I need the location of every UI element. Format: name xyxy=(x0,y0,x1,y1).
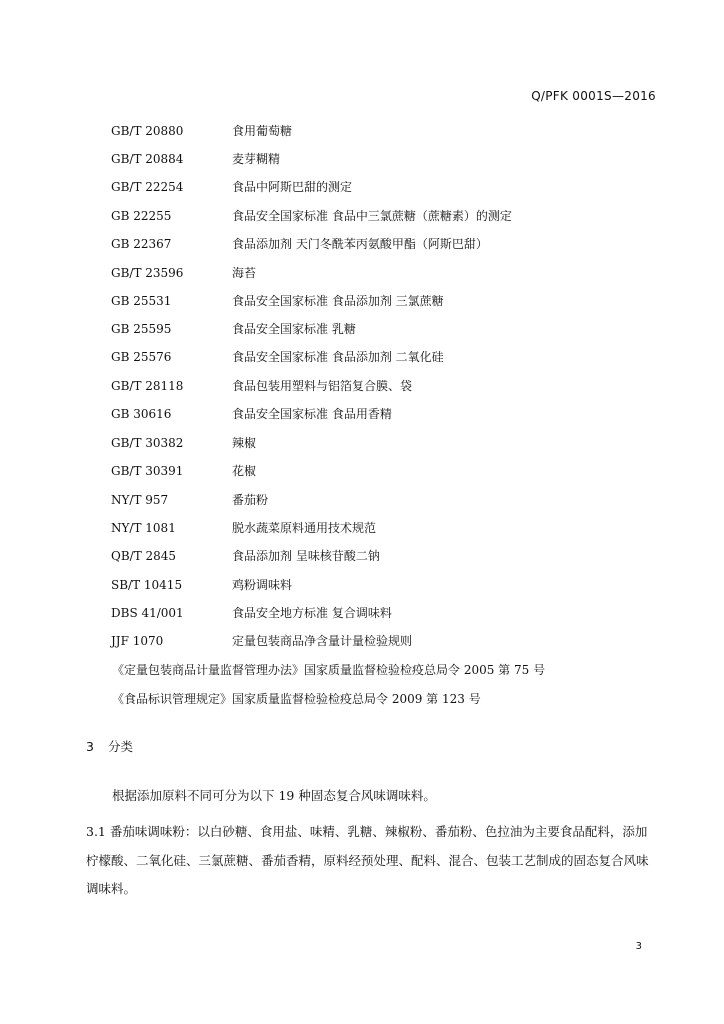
reference-code: GB 22255 xyxy=(111,209,172,223)
reference-title: 食用葡萄糖 xyxy=(232,124,293,138)
reference-row xyxy=(0,631,724,651)
reference-row xyxy=(0,347,724,367)
section-title: 分类 xyxy=(108,739,134,754)
reference-title: 食品包装用塑料与铝箔复合膜、袋 xyxy=(232,379,413,393)
reference-title: 食品安全国家标准 食品用香精 xyxy=(232,407,392,421)
reference-row xyxy=(0,376,724,396)
reference-code: GB/T 30382 xyxy=(111,436,184,450)
reference-row xyxy=(0,234,724,254)
reference-row xyxy=(0,291,724,311)
reference-title: 花椒 xyxy=(232,464,257,478)
reference-title: 食品安全国家标准 食品中三氯蔗糖（蔗糖素）的测定 xyxy=(232,209,512,223)
page-number: 3 xyxy=(635,941,642,952)
reference-row xyxy=(0,206,724,226)
reference-row xyxy=(0,546,724,566)
section-heading xyxy=(86,737,133,755)
reference-row xyxy=(0,404,724,424)
reference-title: 定量包装商品净含量计量检验规则 xyxy=(232,634,413,648)
reference-code: GB/T 28118 xyxy=(111,379,184,393)
reference-title: 麦芽糊精 xyxy=(232,152,281,166)
reference-row xyxy=(0,518,724,538)
reference-code: GB/T 30391 xyxy=(111,464,184,478)
regulation-note: 《食品标识管理规定》国家质量监督检验检疫总局令 2009 第 123 号 xyxy=(112,692,481,706)
reference-title: 鸡粉调味料 xyxy=(232,578,293,592)
reference-row xyxy=(0,319,724,339)
reference-code: NY/T 957 xyxy=(111,493,169,507)
reference-title: 食品添加剂 呈味核苷酸二钠 xyxy=(232,549,380,563)
reference-row xyxy=(0,433,724,453)
reference-code: GB/T 20884 xyxy=(111,152,184,166)
reference-row xyxy=(0,461,724,481)
reference-row xyxy=(0,149,724,169)
regulation-note: 《定量包装商品计量监督管理办法》国家质量监督检验检疫总局令 2005 第 75 号 xyxy=(112,663,546,677)
reference-code: QB/T 2845 xyxy=(111,549,177,563)
reference-code: JJF 1070 xyxy=(111,634,164,648)
reference-code: GB/T 23596 xyxy=(111,266,184,280)
reference-title: 食品安全国家标准 食品添加剂 二氧化硅 xyxy=(232,350,444,364)
reference-title: 辣椒 xyxy=(232,436,257,450)
reference-code: GB 25576 xyxy=(111,350,172,364)
reference-title: 食品安全国家标准 食品添加剂 三氯蔗糖 xyxy=(232,294,444,308)
reference-code: GB 25531 xyxy=(111,294,172,308)
section-number: 3 xyxy=(86,739,94,754)
reference-row xyxy=(0,575,724,595)
reference-row xyxy=(0,490,724,510)
reference-row xyxy=(0,121,724,141)
reference-title: 食品中阿斯巴甜的测定 xyxy=(232,180,353,194)
reference-title: 海苔 xyxy=(232,266,257,280)
reference-row xyxy=(0,603,724,623)
clause-line: 柠檬酸、二氧化硅、三氯蔗糖、番茄香精，原料经预处理、配料、混合、包装工艺制成的固态复合风味 xyxy=(86,853,649,868)
reference-code: GB/T 22254 xyxy=(111,180,184,194)
reference-title: 番茄粉 xyxy=(232,493,269,507)
section-intro-paragraph: 根据添加原料不同可分为以下 19 种固态复合风味调味料。 xyxy=(112,788,436,803)
clause-line: 3.1 番茄味调味粉：以白砂糖、食用盐、味精、乳糖、辣椒粉、番茄粉、色拉油为主要食品配料，添加 xyxy=(86,824,648,839)
reference-title: 食品安全地方标准 复合调味料 xyxy=(232,606,392,620)
reference-row xyxy=(0,263,724,283)
reference-title: 食品添加剂 天门冬酰苯丙氨酸甲酯（阿斯巴甜） xyxy=(232,237,488,251)
reference-code: GB 30616 xyxy=(111,407,172,421)
reference-title: 食品安全国家标准 乳糖 xyxy=(232,322,356,336)
reference-code: SB/T 10415 xyxy=(111,578,183,592)
reference-code: GB/T 20880 xyxy=(111,124,184,138)
reference-code: NY/T 1081 xyxy=(111,521,176,535)
reference-code: GB 22367 xyxy=(111,237,172,251)
reference-row xyxy=(0,177,724,197)
reference-title: 脱水蔬菜原料通用技术规范 xyxy=(232,521,377,535)
reference-code: DBS 41/001 xyxy=(111,606,184,620)
reference-code: GB 25595 xyxy=(111,322,172,336)
standard-code-header: Q/PFK 0001S—2016 xyxy=(531,89,656,103)
clause-line: 调味料。 xyxy=(86,881,137,896)
